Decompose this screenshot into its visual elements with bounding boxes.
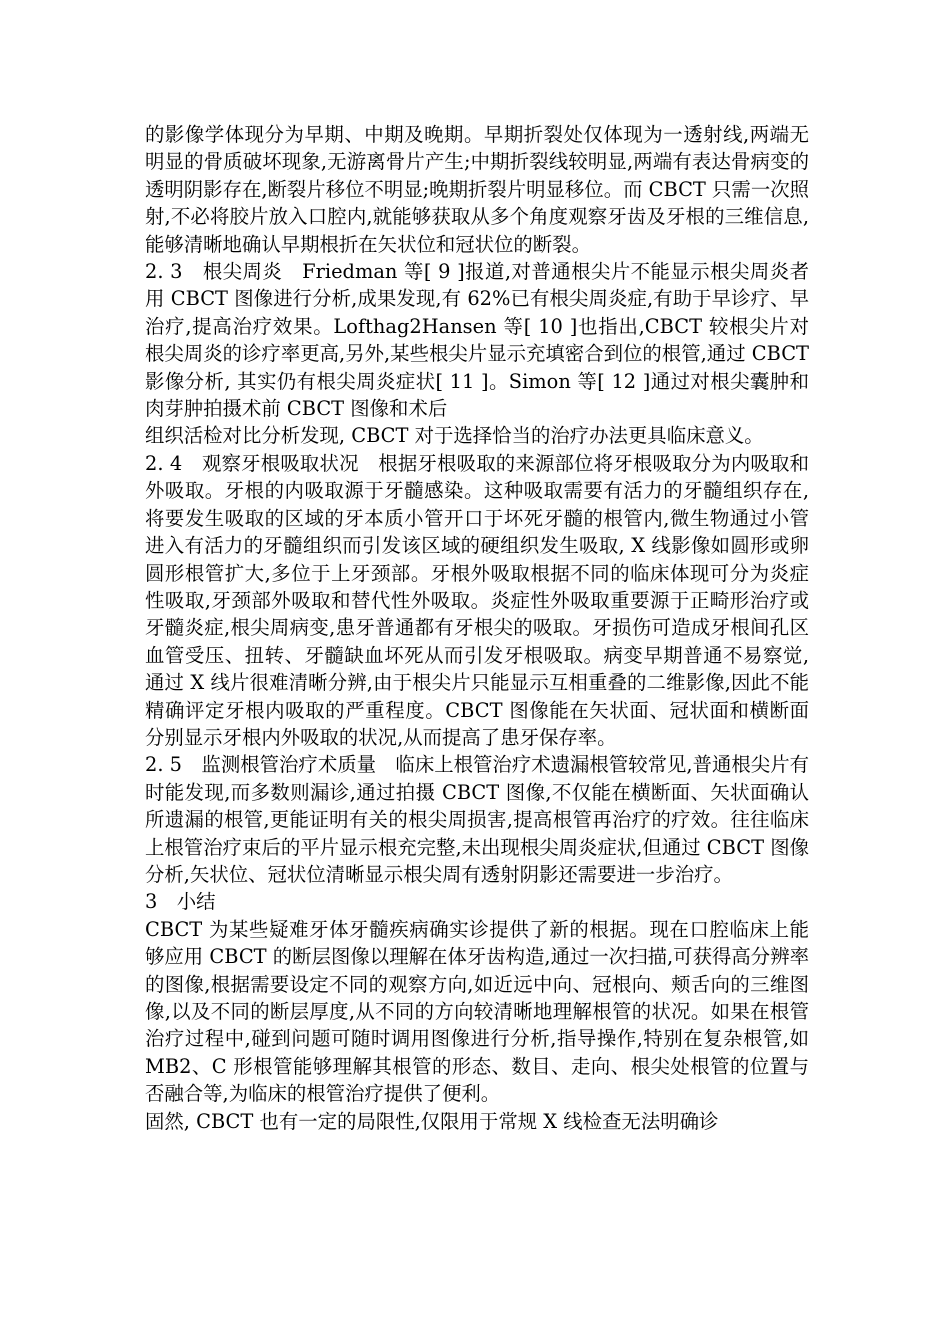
paragraph-periapical-periodontitis: 2. 3 根尖周炎 Friedman 等[ 9 ]报道,对普通根尖片不能显示根尖周炎者用 CBCT 图像进行分析,成果发现,有 62%已有根尖周炎症,有助于早诊疗、早治疗,提高治疗效果。Lofthag2Hansen 等[ 10 ]也指出,CBCT 较根尖片对根尖周炎的诊疗率更高,另外,某些根尖片显示充填密合到位的根管,通过 CBCT 影像分析, 其实仍有根尖周炎症状[ 11 ]。Simon 等[ 12 ]通过对根尖囊肿和肉芽肿拍摄术前 CBCT 图像和术后 (145, 260, 809, 421)
paragraph-biopsy-comparison: 组织活检对比分析发现, CBCT 对于选择恰当的治疗办法更具临床意义。 (145, 424, 764, 448)
paragraph-root-resorption: 2. 4 观察牙根吸取状况 根据牙根吸取的来源部位将牙根吸取分为内吸取和外吸取。牙根的内吸取源于牙髓感染。这种吸取需要有活力的牙髓组织存在,将要发生吸取的区域的牙本质小管开口于坏死牙髓的根管内,微生物通过小管进入有活力的牙髓组织而引发该区域的硬组织发生吸取, X 线影像如圆形或卵圆形根管扩大,多位于上牙颈部。牙根外吸取根据不同的临床体现可分为炎症性吸取,牙颈部外吸取和替代性外吸取。炎症性外吸取重要源于正畸形治疗或牙髓炎症,根尖周病变,患牙普通都有牙根尖的吸取。牙损伤可造成牙根间孔区血管受压、扭转、牙髓缺血坏死从而引发牙根吸取。病变早期普通不易察觉,通过 X 线片很难清晰分辨,由于根尖片只能显示互相重叠的二维影像,因此不能精确评定牙根内吸取的严重程度。CBCT 图像能在矢状面、冠状面和横断面分别显示牙根内外吸取的状况,从而提高了患牙保存率。 (145, 451, 809, 749)
paragraph-fracture-imaging: 的影像学体现分为早期、中期及晚期。早期折裂处仅体现为一透射线,两端无明显的骨质破坏现象,无游离骨片产生;中期折裂线较明显,两端有表达骨病变的透明阴影存在,断裂片移位不明显;晚期折裂片明显移位。而 CBCT 只需一次照射,不必将胶片放入口腔内,就能够获取从多个角度观察牙齿及牙根的三维信息,能够清晰地确认早期根折在矢状位和冠状位的断裂。 (145, 123, 809, 256)
paragraph-summary: CBCT 为某些疑难牙体牙髓疾病确实诊提供了新的根据。现在口腔临床上能够应用 CBCT 的断层图像以理解在体牙齿构造,通过一次扫描,可获得高分辨率的图像,根据需要设定不同的观察方向,如近远中向、冠根向、颊舌向的三维图像,以及不同的断层厚度,从不同的方向较清晰地理解根管的状况。如果在根管治疗过程中,碰到问题可随时调用图像进行分析,指导操作,特别在复杂根管,如 MB2、C 形根管能够理解其根管的形态、数目、走向、根尖处根管的位置与否融合等,为临床的根管治疗提供了便利。 (145, 917, 809, 1106)
paragraph-root-canal-quality: 2. 5 监测根管治疗术质量 临床上根管治疗术遗漏根管较常见,普通根尖片有时能发现,而多数则漏诊,通过拍摄 CBCT 图像,不仅能在横断面、矢状面确认所遗漏的根管,更能证明有关的根尖周损害,提高根管再治疗的疗效。往往临床上根管治疗束后的平片显示根充完整,未出现根尖周炎症状,但通过 CBCT 图像分析,矢状位、冠状位清晰显示根尖周有透射阴影还需要进一步治疗。 (145, 753, 809, 886)
paragraph-limitations: 固然, CBCT 也有一定的局限性,仅限用于常规 X 线检查无法明确诊 (145, 1109, 719, 1133)
document-page (145, 121, 809, 1135)
section-heading-summary: 3 小结 (145, 890, 216, 914)
